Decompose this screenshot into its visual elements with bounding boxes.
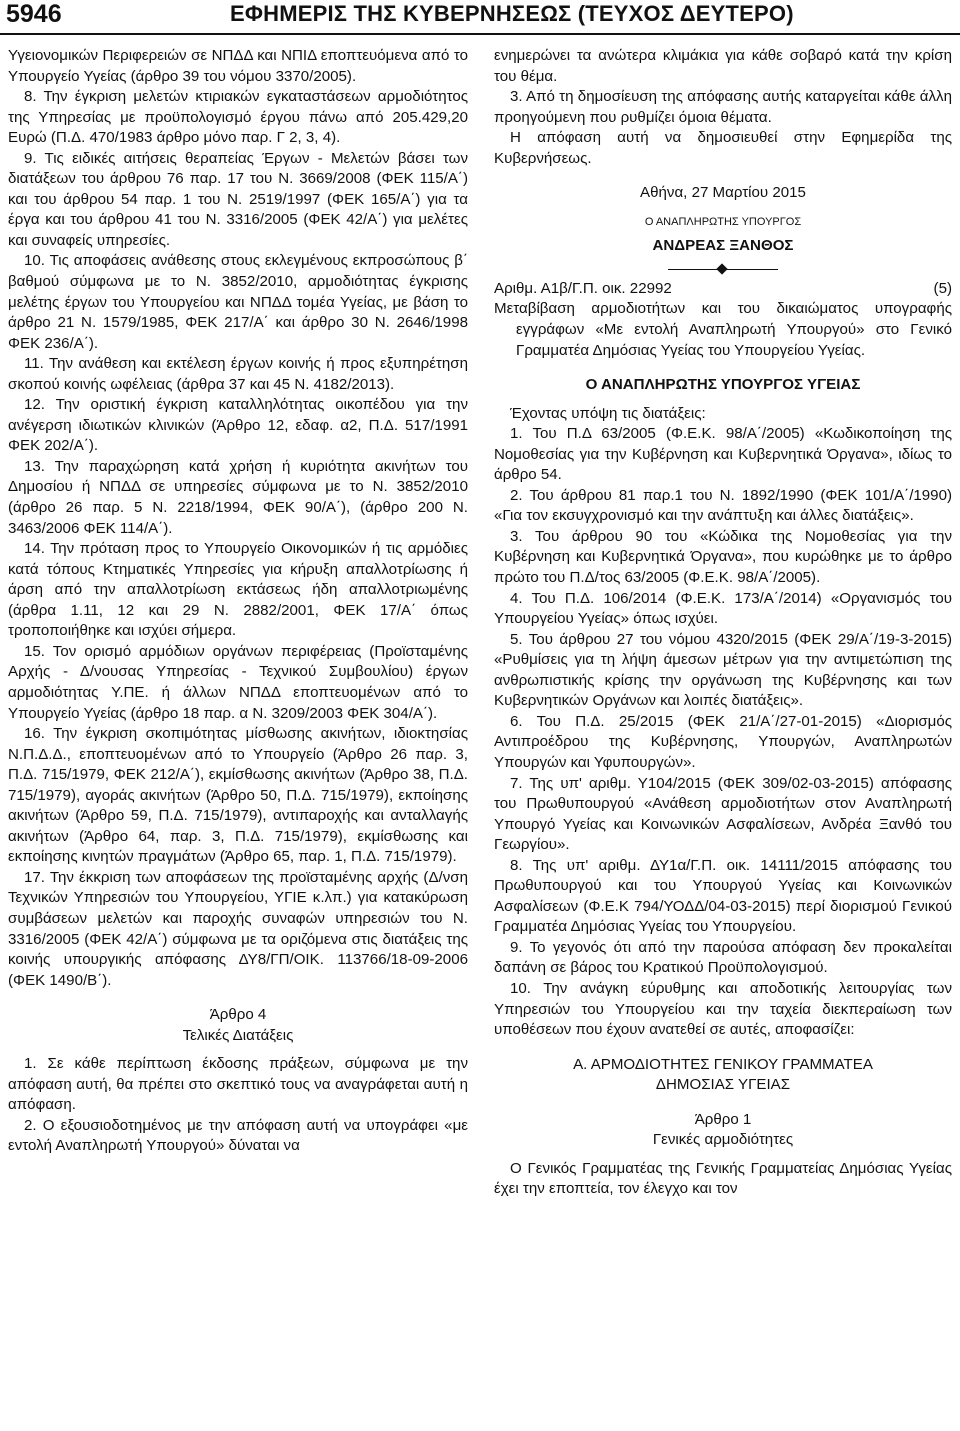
place-date: Αθήνα, 27 Μαρτίου 2015 (640, 184, 806, 202)
section-a-heading-line-1: Α. ΑΡΜΟΔΙΟΤΗΤΕΣ ΓΕΝΙΚΟΥ ΓΡΑΜΜΑΤΕΑ (573, 1055, 873, 1073)
article-4-para-1: 1. Σε κάθε περίπτωση έκδοσης πράξεων, σύμφωνα με την απόφαση αυτή, θα πρέπει στο σκεπτικό τους να αναγράφεται αυτή η απόφαση. (8, 1055, 468, 1114)
item-9: 9. Τις ειδικές αιτήσεις θεραπείας Έργων - Μελετών βάσει των διατάξεων του άρθρου 76 παρ. 17 του Ν. 3669/2008 (ΦΕΚ 115/Α΄) και του άρθρου 54 παρ. 1 του Ν. 2519/1997 (ΦΕΚ 165/Α΄) για τα έργα και του άρθρου 41 του Ν. 3316/2005 (ΦΕΚ 42/Α΄) για μελέτες και συναφείς υπηρεσίες. (8, 149, 468, 249)
item-15: 15. Τον ορισμό αρμόδιων οργάνων περιφέρειας (Προϊσταμένης Αρχής - Δ/νουσας Υπηρεσίας - Τεχνικού Συμβουλίου) έργων αρμοδιότητας Υ.ΠΕ. ή άλλων ΝΠΔΔ εποπτευομένων από το Υπουργείο Υγείας (άρθρο 18 παρ. α Ν. 3209/2003 ΦΕΚ 304/Α΄). (8, 642, 468, 722)
page-header (0, 0, 960, 34)
paragraph-continued: ενημερώνει τα ανώτερα κλιμάκια για κάθε σοβαρό κατά την κρίση του θέμα. (494, 47, 952, 85)
separator-ornament (494, 261, 952, 277)
article-1-para-1: Ο Γενικός Γραμματέας της Γενικής Γραμματείας Δημόσιας Υγείας έχει την εποπτεία, τον έλεγχο και τον (494, 1159, 952, 1198)
signer-title: Ο ΑΝΑΠΛΗΡΩΤΗΣ ΥΠΟΥΡΓΟΣ (644, 215, 802, 228)
consideration-3: 3. Του άρθρου 90 του «Κώδικα της Νομοθεσίας για την Κυβέρνηση και Κυβερνητικά Όργανα», που κυρώθηκε με το άρθρο πρώτο του Π.Δ/τος 63/2005 (Φ.Ε.Κ. 98/Α΄/2005). (494, 527, 952, 587)
article-4-subtitle: Τελικές Διατάξεις (182, 1026, 294, 1044)
publication-order: Η απόφαση αυτή να δημοσιευθεί στην Εφημερίδα της Κυβερνήσεως. (494, 129, 952, 167)
diamond-icon (716, 263, 727, 274)
signer-name: ΑΝΔΡΕΑΣ ΞΑΝΘΟΣ (652, 237, 794, 255)
item-14: 14. Την πρόταση προς το Υπουργείο Οικονομικών ή τις αρμόδιες κατά τόπους Κτηματικές Υπηρεσίες για κήρυξη απαλλοτρίωσης ή άρση από την απαλλοτρίωση εκτάσεως ήδη απαλλοτριωμένης (άρθρα 1.11, 12 και 29 Ν. 2882/2001, ΦΕΚ 17/Α΄ όπως τροποποιήθηκε και ισχύει σήμερα. (8, 540, 468, 640)
article-1-subtitle: Γενικές αρμοδιότητες (652, 1131, 794, 1149)
paragraph-continued: Υγειονομικών Περιφερειών σε ΝΠΔΔ και ΝΠΙΔ εποπτευόμενα από το Υπουργείο Υγείας (άρθρο 39 του νόμου 3370/2005). (8, 47, 468, 85)
header-divider (0, 33, 960, 35)
item-11: 11. Την ανάθεση και εκτέλεση έργων κοινής ή προς εξυπηρέτηση σκοπού κοινής ωφέλειας (άρθρα 37 και 45 Ν. 4182/2013). (8, 355, 468, 393)
item-13: 13. Την παραχώρηση κατά χρήση ή κυριότητα ακινήτων του Δημοσίου ή ΝΠΔΔ σε υπηρεσίες σύμφωνα με το Ν. 3852/2010 (άρθρο 26 παρ. 5 Ν. 2218/1994, ΦΕΚ 90/Α΄), (άρθρο 200 Ν. 3463/2006 ΦΕΚ 114/Α΄). (8, 457, 468, 537)
item-12: 12. Την οριστική έγκριση καταλληλότητας οικοπέδου για την ανέγερση ιδιωτικών κλινικών (Άρθρο 12, εδαφ. α2, Π.Δ. 517/1991 ΦΕΚ 202/Α΄). (8, 396, 468, 455)
consideration-10: 10. Την ανάγκη εύρυθμης και αποδοτικής λειτουργίας των Υπηρεσιών του Υπουργείου και την ταχεία διεκπεραίωση των υποθέσεων που έχουν ανατεθεί σε αυτές, αποφασίζει: (494, 979, 952, 1039)
item-10: 10. Τις αποφάσεις ανάθεσης στους εκλεγμένους εκπροσώπους β΄ βαθμού σύμφωνα με το Ν. 3852/2010, αρμοδιότητας έγκρισης μελέτης έργων του Υπουργείου και ΝΠΔΔ τομέα Υγείας, με βάση το άρθρο 21 Ν. 1579/1985, ΦΕΚ 217/Α΄ και άρθρο 30 Ν. 2646/1998 ΦΕΚ 236/Α΄). (8, 252, 468, 352)
item-16: 16. Την έγκριση σκοπιμότητας μίσθωσης ακινήτων, ιδιοκτησίας Ν.Π.Δ.Δ., εποπτευομένων από το Υπουργείο (Άρθρο 26 παρ. 3, Π.Δ. 715/1979, ΦΕΚ 212/Α΄), εκμίσθωσης ακινήτων (Άρθρο 38, Π.Δ. 715/1979), αγοράς ακινήτων (Άρθρο 50, Π.Δ. 715/1979), εκποίησης ακινήτων (Άρθρο 59, Π.Δ. 715/1979), αντιπαροχής και ανταλλαγής ακινήτων (Άρθρο 64, παρ. 3, Π.Δ. 715/1979), εκμίσθωσης και εκποίησης κινητών πραγμάτων (Άρθρο 65, παρ. 1, Π.Δ. 715/1979). (8, 725, 468, 866)
consideration-6: 6. Του Π.Δ. 25/2015 (ΦΕΚ 21/Α΄/27-01-2015) «Διορισμός Αντιπροέδρου της Κυβέρνησης, Υπουργών, Αναπληρωτών Υπουργών και Υφυπουργών». (494, 712, 952, 771)
consideration-2: 2. Του άρθρου 81 παρ.1 του Ν. 1892/1990 (ΦΕΚ 101/Α΄/1990) «Για τον εκσυγχρονισμό και την ανάπτυξη και άλλες διατάξεις». (494, 486, 952, 525)
article-1-title: Άρθρο 1 (694, 1110, 752, 1128)
minister-heading: Ο ΑΝΑΠΛΗΡΩΤΗΣ ΥΠΟΥΡΓΟΣ ΥΓΕΙΑΣ (585, 376, 861, 394)
right-column (494, 46, 952, 1200)
decision-header (494, 279, 952, 300)
consideration-8: 8. Της υπ' αριθμ. ΔΥ1α/Γ.Π. οικ. 14111/2015 απόφασης του Πρωθυπουργού και του Υπουργού Υγείας και Κοινωνικών Ασφαλίσεων (Φ.Ε.Κ 794/ΥΟΔΔ/04-03-2015) περί διορισμού Γενικού Γραμματέα Δημόσιας Υγείας του Υπουργείου. (494, 856, 952, 936)
decision-reference: Αριθμ. Α1β/Γ.Π. οικ. 22992 (494, 279, 672, 297)
article-4-title: Άρθρο 4 (209, 1006, 267, 1024)
consideration-4: 4. Του Π.Δ. 106/2014 (Φ.Ε.Κ. 173/Α΄/2014) «Οργανισμός του Υπουργείου Υγείας» όπως ισχύει. (494, 589, 952, 628)
section-a-heading-line-2: ΔΗΜΟΣΙΑΣ ΥΓΕΙΑΣ (655, 1076, 791, 1094)
consideration-1: 1. Του Π.Δ 63/2005 (Φ.Ε.Κ. 98/Α΄/2005) «Κωδικοποίηση της Νομοθεσίας για την Κυβέρνηση και Κυβερνητικά Όργανα», ιδίως το άρθρο 54. (494, 425, 952, 484)
item-17: 17. Την έκκριση των αποφάσεων της προϊσταμένης αρχής (Δ/νση Τεχνικών Υπηρεσιών του Υπουργείου, ΥΓΙΕ κ.λπ.) για κατακύρωση συμβάσεων μελετών και παροχής συναφών υπηρεσιών του Ν. 3316/2005 (ΦΕΚ 42/Α΄) σύμφωνα με τα οριζόμενα στις διατάξεις της κοινής υπουργικής απόφασης ΔΥ8/ΓΠ/ΟΙΚ. 113766/18-09-2006 (ΦΕΚ 1490/Β΄). (8, 868, 468, 989)
left-column (8, 46, 468, 1157)
decision-title: Μεταβίβαση αρμοδιοτήτων και του δικαιώματος υπογραφής εγγράφων «Με εντολή Αναπληρωτή Υπουργού» στο Γενικό Γραμματέα Δημόσιας Υγείας του Υπουργείου Υγείας. (494, 300, 952, 359)
consideration-9: 9. Το γεγονός ότι από την παρούσα απόφαση δεν προκαλείται δαπάνη σε βάρος του Κρατικού Προϋπολογισμού. (494, 938, 952, 977)
decision-number: (5) (933, 279, 952, 297)
considering-intro: Έχοντας υπόψη τις διατάξεις: (510, 404, 706, 422)
consideration-5: 5. Του άρθρου 27 του νόμου 4320/2015 (ΦΕΚ 29/Α΄/19-3-2015) «Ρυθμίσεις για τη λήψη άμεσων μέτρων για την αντιμετώπιση της ανθρωπιστικής κρίσης την οργάνωση της Κυβέρνησης και των Κυβερνητικών Οργάνων και λοιπές διατάξεις». (494, 630, 952, 710)
article-4-para-2: 2. Ο εξουσιοδοτημένος με την απόφαση αυτή να υπογράφει «με εντολή Αναπληρωτή Υπουργού» δύναται να (8, 1116, 468, 1155)
consideration-7: 7. Της υπ' αριθμ. Υ104/2015 (ΦΕΚ 309/02-03-2015) απόφασης του Πρωθυπουργού «Ανάθεση αρμοδιοτήτων στον Αναπληρωτή Υπουργό Υγείας και Κοινωνικών Ασφαλίσεων, Ανδρέα Ξανθό του Γεωργίου». (494, 774, 952, 854)
running-title: ΕΦΗΜΕΡΙΣ ΤΗΣ ΚΥΒΕΡΝΗΣΕΩΣ (ΤΕΥΧΟΣ ΔΕΥΤΕΡΟ) (230, 1, 794, 26)
page-number: 5946 (6, 0, 62, 28)
item-8: 8. Την έγκριση μελετών κτιριακών εγκαταστάσεων αρμοδιότητος της Υπηρεσίας με προϋπολογισμό έργου πάνω από 205.429,20 Ευρώ (Π.Δ. 470/1983 άρθρο μόνο παρ. Γ 2, 3, 4). (8, 88, 468, 147)
item-3: 3. Από τη δημοσίευση της απόφασης αυτής καταργείται κάθε άλλη προηγούμενη που ρυθμίζει όμοια θέματα. (494, 88, 952, 126)
